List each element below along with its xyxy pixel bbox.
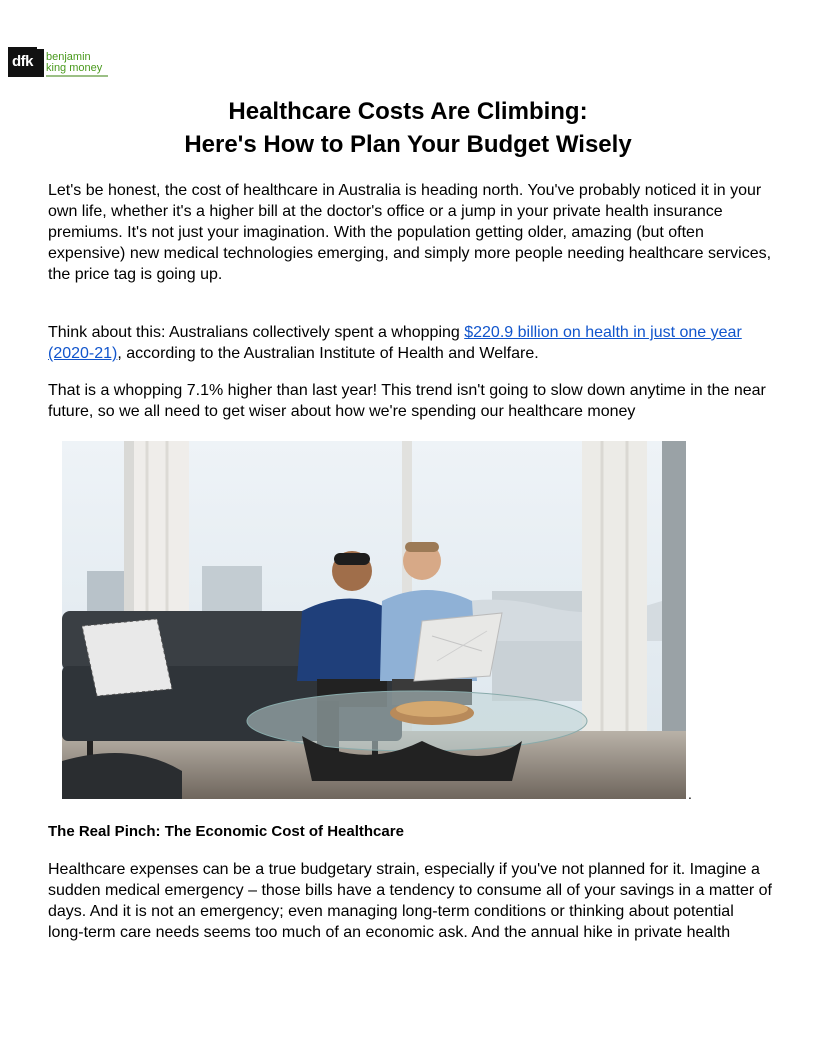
logo-mark: dfk	[8, 47, 37, 77]
spending-text-after: , according to the Australian Institute of Health and Welfare.	[117, 345, 539, 362]
company-logo	[8, 45, 108, 79]
trend-paragraph: That is a whopping 7.1% higher than last year! This trend isn't going to slow down anytime in the near future, so we all need to get wiser about how we're spending our healthcare money	[48, 382, 766, 420]
office-meeting-photo	[62, 441, 686, 799]
spending-text-before: Think about this: Australians collectively spent a whopping	[48, 324, 465, 341]
spending-paragraph	[48, 322, 772, 364]
logo-line1: benjamin	[46, 51, 91, 63]
logo-line2: king money	[46, 62, 103, 74]
article-title-line2: Here's How to Plan Your Budget Wisely	[184, 131, 632, 158]
intro-paragraph: Let's be honest, the cost of healthcare in Australia is heading north. You've probably noticed it in your own life, whether it's a higher bill at the doctor's office or a jump in your private health insurance premiums. It's not just your imagination. With the population getting older, amazing (but often expensive) new medical technologies emerging, and simply more people needing healthcare services, the price tag is going up.	[48, 182, 772, 283]
section-heading: The Real Pinch: The Economic Cost of Healthcare	[48, 823, 404, 840]
logo-strapline	[46, 75, 108, 77]
aihw-spending-link[interactable]: $220.9 billion on health in just one year (2020-21)	[48, 324, 742, 362]
image-trailing-period: .	[688, 786, 692, 802]
economic-cost-paragraph: Healthcare expenses can be a true budgetary strain, especially if you've not planned for it. Imagine a sudden medical emergency – those bills have a tendency to consume all of your savings in a matter of days. And it is not an emergency; even managing long-term conditions or thinking about potential long-term care needs seems too much of an economic ask. And the annual hike in private health	[48, 861, 772, 941]
article-title-line1: Healthcare Costs Are Climbing:	[228, 98, 588, 125]
logo-tag	[37, 49, 44, 77]
